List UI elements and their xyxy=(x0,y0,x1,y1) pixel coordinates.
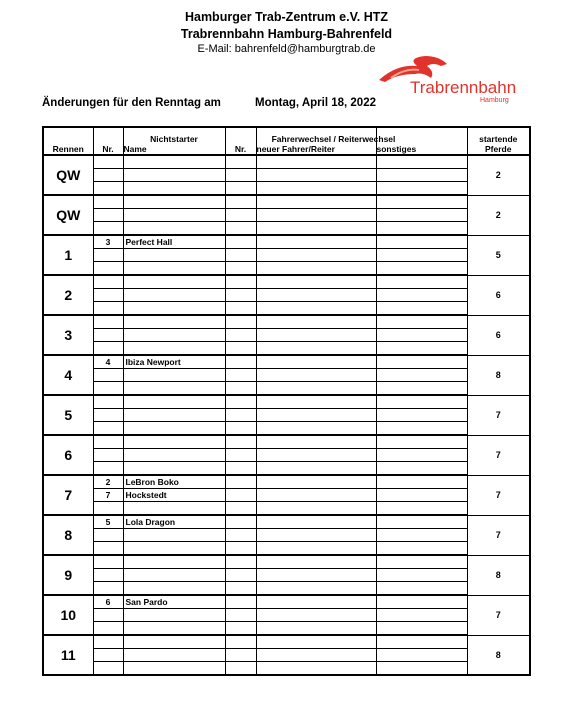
new-driver-cell xyxy=(256,475,376,489)
nichtstarter-nr: 7 xyxy=(93,489,123,502)
wechsel-nr-cell xyxy=(225,329,256,342)
race-row xyxy=(43,542,530,556)
sonstiges-cell xyxy=(376,249,467,262)
nichtstarter-name xyxy=(123,395,225,409)
race-row xyxy=(43,395,530,409)
race-row xyxy=(43,195,530,209)
new-driver-cell xyxy=(256,369,376,382)
race-row xyxy=(43,342,530,356)
race-row xyxy=(43,329,530,342)
starters-count: 8 xyxy=(467,555,530,595)
wechsel-nr-cell xyxy=(225,382,256,396)
race-row xyxy=(43,382,530,396)
race-row xyxy=(43,462,530,476)
wechsel-nr-cell xyxy=(225,649,256,662)
sonstiges-cell xyxy=(376,649,467,662)
nichtstarter-name xyxy=(123,462,225,476)
new-driver-cell xyxy=(256,262,376,276)
wechsel-nr-cell xyxy=(225,609,256,622)
starters-count: 7 xyxy=(467,515,530,555)
wechsel-nr-cell xyxy=(225,449,256,462)
sonstiges-cell xyxy=(376,222,467,236)
sonstiges-cell xyxy=(376,475,467,489)
nichtstarter-name xyxy=(123,369,225,382)
race-label: 7 xyxy=(43,475,93,515)
nichtstarter-name xyxy=(123,195,225,209)
nichtstarter-nr xyxy=(93,555,123,569)
col-sonstiges: sonstiges xyxy=(376,127,467,155)
race-label: QW xyxy=(43,155,93,195)
nichtstarter-name xyxy=(123,222,225,236)
starters-count: 5 xyxy=(467,235,530,275)
nichtstarter-name xyxy=(123,582,225,596)
new-driver-cell xyxy=(256,555,376,569)
nichtstarter-name xyxy=(123,275,225,289)
race-label: 4 xyxy=(43,355,93,395)
sonstiges-cell xyxy=(376,369,467,382)
nichtstarter-nr xyxy=(93,342,123,356)
wechsel-nr-cell xyxy=(225,435,256,449)
new-driver-cell xyxy=(256,529,376,542)
nichtstarter-name xyxy=(123,662,225,676)
col-pferde-label: Pferde xyxy=(485,144,512,154)
sonstiges-cell xyxy=(376,302,467,316)
race-row xyxy=(43,555,530,569)
new-driver-cell xyxy=(256,302,376,316)
race-row xyxy=(43,435,530,449)
nichtstarter-name xyxy=(123,182,225,196)
nichtstarter-name xyxy=(123,302,225,316)
wechsel-nr-cell xyxy=(225,409,256,422)
nichtstarter-nr xyxy=(93,289,123,302)
wechsel-nr-cell xyxy=(225,209,256,222)
wechsel-nr-cell xyxy=(225,502,256,516)
col-startende-label: startende xyxy=(479,134,518,144)
wechsel-nr-cell xyxy=(225,595,256,609)
sonstiges-cell xyxy=(376,569,467,582)
nichtstarter-name xyxy=(123,342,225,356)
organization-name: Hamburger Trab-Zentrum e.V. HTZ xyxy=(184,10,389,24)
nichtstarter-nr xyxy=(93,422,123,436)
nichtstarter-nr xyxy=(93,529,123,542)
nichtstarter-nr xyxy=(93,409,123,422)
new-driver-cell xyxy=(256,542,376,556)
race-label: 9 xyxy=(43,555,93,595)
race-row xyxy=(43,275,530,289)
sonstiges-cell xyxy=(376,209,467,222)
wechsel-nr-cell xyxy=(225,222,256,236)
new-driver-cell xyxy=(256,595,376,609)
nichtstarter-nr: 5 xyxy=(93,515,123,529)
race-row xyxy=(43,262,530,276)
wechsel-nr-cell xyxy=(225,662,256,676)
col-fahrerwechsel: Fahrerwechsel / Reiterwechsel xyxy=(271,134,396,144)
nichtstarter-name: LeBron Boko xyxy=(123,475,225,489)
nichtstarter-name xyxy=(123,542,225,556)
nichtstarter-nr xyxy=(93,195,123,209)
wechsel-nr-cell xyxy=(225,582,256,596)
nichtstarter-nr xyxy=(93,222,123,236)
sonstiges-cell xyxy=(376,435,467,449)
starters-count: 7 xyxy=(467,595,530,635)
wechsel-nr-cell xyxy=(225,555,256,569)
wechsel-nr-cell xyxy=(225,542,256,556)
sonstiges-cell xyxy=(376,395,467,409)
new-driver-cell xyxy=(256,182,376,196)
nichtstarter-name xyxy=(123,569,225,582)
wechsel-nr-cell xyxy=(225,529,256,542)
wechsel-nr-cell xyxy=(225,275,256,289)
nichtstarter-nr xyxy=(93,155,123,169)
race-row xyxy=(43,209,530,222)
sonstiges-cell xyxy=(376,502,467,516)
race-label: 2 xyxy=(43,275,93,315)
nichtstarter-nr xyxy=(93,609,123,622)
new-driver-cell xyxy=(256,195,376,209)
new-driver-cell xyxy=(256,435,376,449)
new-driver-cell xyxy=(256,462,376,476)
nichtstarter-nr xyxy=(93,209,123,222)
starters-count: 6 xyxy=(467,315,530,355)
sonstiges-cell xyxy=(376,515,467,529)
wechsel-nr-cell xyxy=(225,169,256,182)
race-row xyxy=(43,182,530,196)
col-neuer xyxy=(256,127,396,155)
nichtstarter-name: Ibiza Newport xyxy=(123,355,225,369)
sonstiges-cell xyxy=(376,449,467,462)
new-driver-cell xyxy=(256,515,376,529)
new-driver-cell xyxy=(256,609,376,622)
nichtstarter-nr xyxy=(93,315,123,329)
nichtstarter-name xyxy=(123,635,225,649)
nichtstarter-name xyxy=(123,422,225,436)
new-driver-cell xyxy=(256,222,376,236)
sonstiges-cell xyxy=(376,409,467,422)
nichtstarter-nr xyxy=(93,569,123,582)
wechsel-nr-cell xyxy=(225,302,256,316)
race-label: 11 xyxy=(43,635,93,675)
wechsel-nr-cell xyxy=(225,235,256,249)
nichtstarter-name xyxy=(123,622,225,636)
col-startende xyxy=(467,127,530,155)
table-header xyxy=(43,127,530,155)
nichtstarter-nr xyxy=(93,182,123,196)
race-label: 10 xyxy=(43,595,93,635)
new-driver-cell xyxy=(256,275,376,289)
new-driver-cell xyxy=(256,342,376,356)
race-row xyxy=(43,302,530,316)
nichtstarter-nr xyxy=(93,382,123,396)
race-row xyxy=(43,315,530,329)
contact-email: E-Mail: bahrenfeld@hamburgtrab.de xyxy=(197,43,376,55)
race-row xyxy=(43,355,530,369)
sonstiges-cell xyxy=(376,329,467,342)
new-driver-cell xyxy=(256,235,376,249)
sonstiges-cell xyxy=(376,462,467,476)
wechsel-nr-cell xyxy=(225,249,256,262)
race-row xyxy=(43,662,530,676)
wechsel-nr-cell xyxy=(225,195,256,209)
wechsel-nr-cell xyxy=(225,315,256,329)
sonstiges-cell xyxy=(376,342,467,356)
nichtstarter-nr xyxy=(93,622,123,636)
new-driver-cell xyxy=(256,209,376,222)
nichtstarter-nr xyxy=(93,369,123,382)
sonstiges-cell xyxy=(376,195,467,209)
sonstiges-cell xyxy=(376,382,467,396)
logo-name: Trabrennbahn xyxy=(410,78,517,97)
wechsel-nr-cell xyxy=(225,569,256,582)
new-driver-cell xyxy=(256,409,376,422)
new-driver-cell xyxy=(256,649,376,662)
starters-count: 2 xyxy=(467,155,530,195)
col-nr2: Nr. xyxy=(225,127,256,155)
nichtstarter-nr xyxy=(93,169,123,182)
race-row xyxy=(43,422,530,436)
new-driver-cell xyxy=(256,382,376,396)
nichtstarter-nr xyxy=(93,649,123,662)
new-driver-cell xyxy=(256,622,376,636)
nichtstarter-name xyxy=(123,649,225,662)
wechsel-nr-cell xyxy=(225,342,256,356)
sonstiges-cell xyxy=(376,582,467,596)
starters-count: 7 xyxy=(467,475,530,515)
race-label: QW xyxy=(43,195,93,235)
sonstiges-cell xyxy=(376,542,467,556)
race-row xyxy=(43,475,530,489)
wechsel-nr-cell xyxy=(225,355,256,369)
nichtstarter-name xyxy=(123,329,225,342)
race-row xyxy=(43,489,530,502)
wechsel-nr-cell xyxy=(225,475,256,489)
wechsel-nr-cell xyxy=(225,462,256,476)
nichtstarter-name xyxy=(123,249,225,262)
col-name-label: Name xyxy=(123,144,147,154)
new-driver-cell xyxy=(256,155,376,169)
race-row xyxy=(43,595,530,609)
wechsel-nr-cell xyxy=(225,422,256,436)
nichtstarter-name xyxy=(123,315,225,329)
sonstiges-cell xyxy=(376,662,467,676)
nichtstarter-name xyxy=(123,555,225,569)
wechsel-nr-cell xyxy=(225,262,256,276)
race-row xyxy=(43,289,530,302)
nichtstarter-name: Hockstedt xyxy=(123,489,225,502)
race-label: 5 xyxy=(43,395,93,435)
race-row xyxy=(43,502,530,516)
starters-count: 8 xyxy=(467,635,530,675)
changes-label: Änderungen für den Renntag am xyxy=(42,97,221,109)
nichtstarter-nr xyxy=(93,275,123,289)
new-driver-cell xyxy=(256,315,376,329)
nichtstarter-nr xyxy=(93,395,123,409)
race-row xyxy=(43,249,530,262)
nichtstarter-nr xyxy=(93,635,123,649)
sonstiges-cell xyxy=(376,155,467,169)
nichtstarter-nr xyxy=(93,302,123,316)
nichtstarter-nr xyxy=(93,449,123,462)
race-row xyxy=(43,582,530,596)
race-row xyxy=(43,622,530,636)
nichtstarter-nr: 6 xyxy=(93,595,123,609)
wechsel-nr-cell xyxy=(225,395,256,409)
nichtstarter-name: Perfect Hall xyxy=(123,235,225,249)
trabrennbahn-logo xyxy=(372,54,532,104)
sonstiges-cell xyxy=(376,609,467,622)
race-row xyxy=(43,515,530,529)
nichtstarter-name xyxy=(123,262,225,276)
race-row xyxy=(43,222,530,236)
col-nr: Nr. xyxy=(93,127,123,155)
sonstiges-cell xyxy=(376,235,467,249)
sonstiges-cell xyxy=(376,555,467,569)
nichtstarter-nr xyxy=(93,435,123,449)
new-driver-cell xyxy=(256,355,376,369)
nichtstarter-nr xyxy=(93,662,123,676)
sonstiges-cell xyxy=(376,635,467,649)
wechsel-nr-cell xyxy=(225,635,256,649)
race-date: Montag, April 18, 2022 xyxy=(255,97,376,109)
sonstiges-cell xyxy=(376,169,467,182)
nichtstarter-nr xyxy=(93,582,123,596)
venue-name: Trabrennbahn Hamburg-Bahrenfeld xyxy=(180,27,393,41)
nichtstarter-name xyxy=(123,169,225,182)
col-name xyxy=(123,127,225,155)
wechsel-nr-cell xyxy=(225,515,256,529)
wechsel-nr-cell xyxy=(225,155,256,169)
nichtstarter-nr: 2 xyxy=(93,475,123,489)
sonstiges-cell xyxy=(376,355,467,369)
col-neuer-label: neuer Fahrer/Reiter xyxy=(256,144,335,154)
wechsel-nr-cell xyxy=(225,622,256,636)
nichtstarter-name xyxy=(123,382,225,396)
sonstiges-cell xyxy=(376,289,467,302)
nichtstarter-name xyxy=(123,289,225,302)
nichtstarter-name xyxy=(123,609,225,622)
race-row xyxy=(43,649,530,662)
sonstiges-cell xyxy=(376,275,467,289)
col-rennen: Rennen xyxy=(43,127,93,155)
sonstiges-cell xyxy=(376,422,467,436)
race-row xyxy=(43,235,530,249)
starters-count: 7 xyxy=(467,395,530,435)
new-driver-cell xyxy=(256,329,376,342)
race-row xyxy=(43,369,530,382)
sonstiges-cell xyxy=(376,622,467,636)
nichtstarter-name xyxy=(123,435,225,449)
starters-count: 7 xyxy=(467,435,530,475)
starters-count: 6 xyxy=(467,275,530,315)
nichtstarter-nr xyxy=(93,542,123,556)
new-driver-cell xyxy=(256,422,376,436)
sonstiges-cell xyxy=(376,262,467,276)
wechsel-nr-cell xyxy=(225,182,256,196)
nichtstarter-name: San Pardo xyxy=(123,595,225,609)
nichtstarter-nr: 4 xyxy=(93,355,123,369)
race-row xyxy=(43,449,530,462)
new-driver-cell xyxy=(256,662,376,676)
nichtstarter-name: Lola Dragon xyxy=(123,515,225,529)
nichtstarter-nr xyxy=(93,502,123,516)
col-nichtstarter: Nichtstarter xyxy=(150,134,198,144)
new-driver-cell xyxy=(256,569,376,582)
race-label: 3 xyxy=(43,315,93,355)
nichtstarter-name xyxy=(123,209,225,222)
new-driver-cell xyxy=(256,289,376,302)
sonstiges-cell xyxy=(376,182,467,196)
race-label: 6 xyxy=(43,435,93,475)
nichtstarter-nr xyxy=(93,462,123,476)
race-row xyxy=(43,409,530,422)
wechsel-nr-cell xyxy=(225,489,256,502)
new-driver-cell xyxy=(256,169,376,182)
nichtstarter-name xyxy=(123,529,225,542)
new-driver-cell xyxy=(256,395,376,409)
nichtstarter-name xyxy=(123,409,225,422)
starters-count: 2 xyxy=(467,195,530,235)
race-row xyxy=(43,529,530,542)
nichtstarter-nr xyxy=(93,262,123,276)
nichtstarter-nr xyxy=(93,329,123,342)
race-row xyxy=(43,169,530,182)
race-row xyxy=(43,609,530,622)
changes-table xyxy=(42,126,531,676)
new-driver-cell xyxy=(256,449,376,462)
new-driver-cell xyxy=(256,582,376,596)
new-driver-cell xyxy=(256,502,376,516)
nichtstarter-nr: 3 xyxy=(93,235,123,249)
new-driver-cell xyxy=(256,635,376,649)
sonstiges-cell xyxy=(376,489,467,502)
starters-count: 8 xyxy=(467,355,530,395)
wechsel-nr-cell xyxy=(225,369,256,382)
race-row xyxy=(43,155,530,169)
race-row xyxy=(43,635,530,649)
wechsel-nr-cell xyxy=(225,289,256,302)
race-row xyxy=(43,569,530,582)
nichtstarter-nr xyxy=(93,249,123,262)
nichtstarter-name xyxy=(123,502,225,516)
race-label: 1 xyxy=(43,235,93,275)
logo-subtitle: Hamburg xyxy=(480,97,509,104)
nichtstarter-name xyxy=(123,155,225,169)
sonstiges-cell xyxy=(376,315,467,329)
new-driver-cell xyxy=(256,489,376,502)
nichtstarter-name xyxy=(123,449,225,462)
sonstiges-cell xyxy=(376,595,467,609)
race-label: 8 xyxy=(43,515,93,555)
sonstiges-cell xyxy=(376,529,467,542)
new-driver-cell xyxy=(256,249,376,262)
